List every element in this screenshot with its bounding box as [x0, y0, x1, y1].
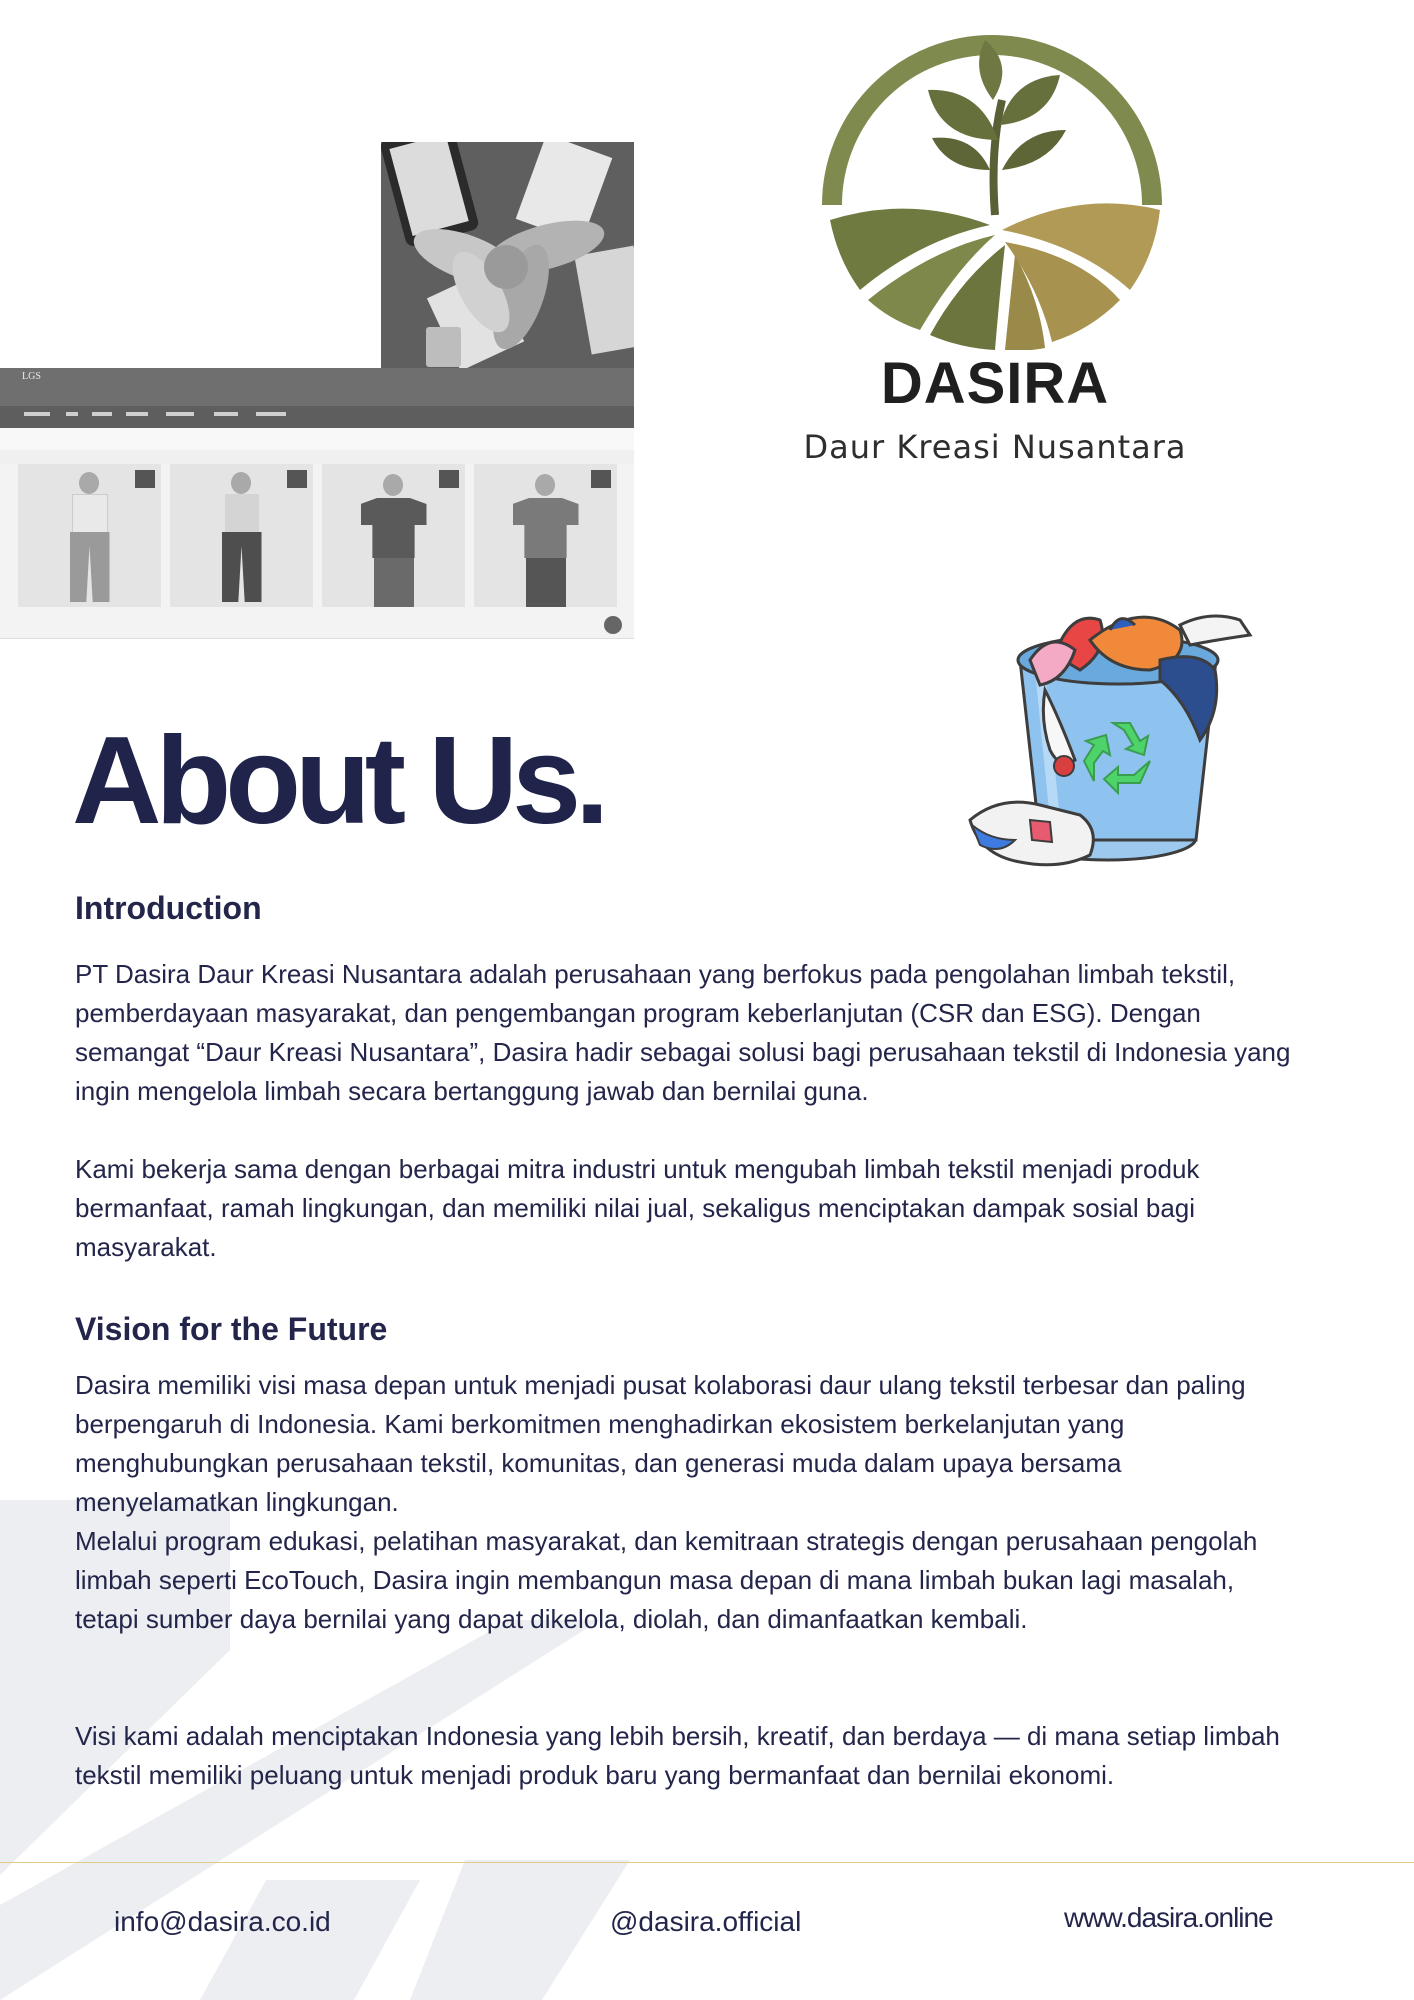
website-header [0, 368, 634, 406]
product-card [170, 464, 313, 607]
brand-tagline: Daur Kreasi Nusantara [803, 428, 1187, 466]
product-card [18, 464, 161, 607]
footer-email-link[interactable]: info@dasira.co.id [114, 1906, 331, 1937]
vision-paragraph: Dasira memiliki visi masa depan untuk menjadi pusat kolaborasi daur ulang tekstil terbesar dan paling berpengaruh di Indonesia. Kami berkomitmen menghadirkan ekosistem berkelanjutan yang menghubungkan perusahaan tekstil, komunitas, dan generasi muda dalam upaya bersama menyelamatkan lingkungan. [75, 1370, 1246, 1517]
website-logo: LGS [22, 371, 41, 382]
website-nav [0, 406, 634, 428]
logo-emblem-icon [790, 30, 1200, 350]
intro-paragraph: PT Dasira Daur Kreasi Nusantara adalah perusahaan yang berfokus pada pengolahan limbah tekstil, pemberdayaan masyarakat, dan pengembangan program keberlanjutan (CSR dan ESG). Dengan semangat “Daur Kreasi Nusantara”, Dasira hadir sebagai solusi bagi perusahaan tekstil di Indonesia yang ingin mengelola limbah secara bertanggung jawab dan bernilai guna. [75, 959, 1291, 1106]
website-subbar [0, 428, 634, 451]
product-card [322, 464, 465, 607]
dasira-logo [790, 30, 1200, 470]
vision-paragraph: Melalui program edukasi, pelatihan masyarakat, dan kemitraan strategis dengan perusahaan pengolah limbah seperti EcoTouch, Dasira ingin membangun masa depan di mana limbah bukan lagi masalah, tetapi sumber daya bernilai yang dapat dikelola, diolah, dan dimanfaatkan kembali. [75, 1526, 1258, 1634]
background-shape [410, 1860, 630, 2000]
section-heading-introduction: Introduction [75, 890, 262, 926]
background-shape [200, 1880, 420, 2000]
vision-paragraph: Visi kami adalah menciptakan Indonesia yang lebih bersih, kreatif, dan berdaya — di mana setiap limbah tekstil memiliki peluang untuk menjadi produk baru yang bermanfaat dan bernilai ekonomi. [75, 1721, 1280, 1790]
brand-name: DASIRA [880, 351, 1110, 416]
team-photo [381, 142, 634, 368]
section-heading-vision: Vision for the Future [75, 1311, 388, 1347]
footer-social-link[interactable]: @dasira.official [610, 1906, 802, 1937]
footer-divider [0, 1862, 1414, 1863]
website-screenshot [0, 368, 634, 639]
page-title: About Us. [72, 712, 604, 850]
product-card [474, 464, 617, 607]
recycle-bin-illustration [960, 600, 1270, 880]
intro-paragraph: Kami bekerja sama dengan berbagai mitra industri untuk mengubah limbah tekstil menjadi produk bermanfaat, ramah lingkungan, dan memiliki nilai jual, sekaligus menciptakan dampak sosial bagi masyarakat. [75, 1154, 1200, 1262]
footer-website-link[interactable]: www.dasira.online [1064, 1902, 1273, 1933]
